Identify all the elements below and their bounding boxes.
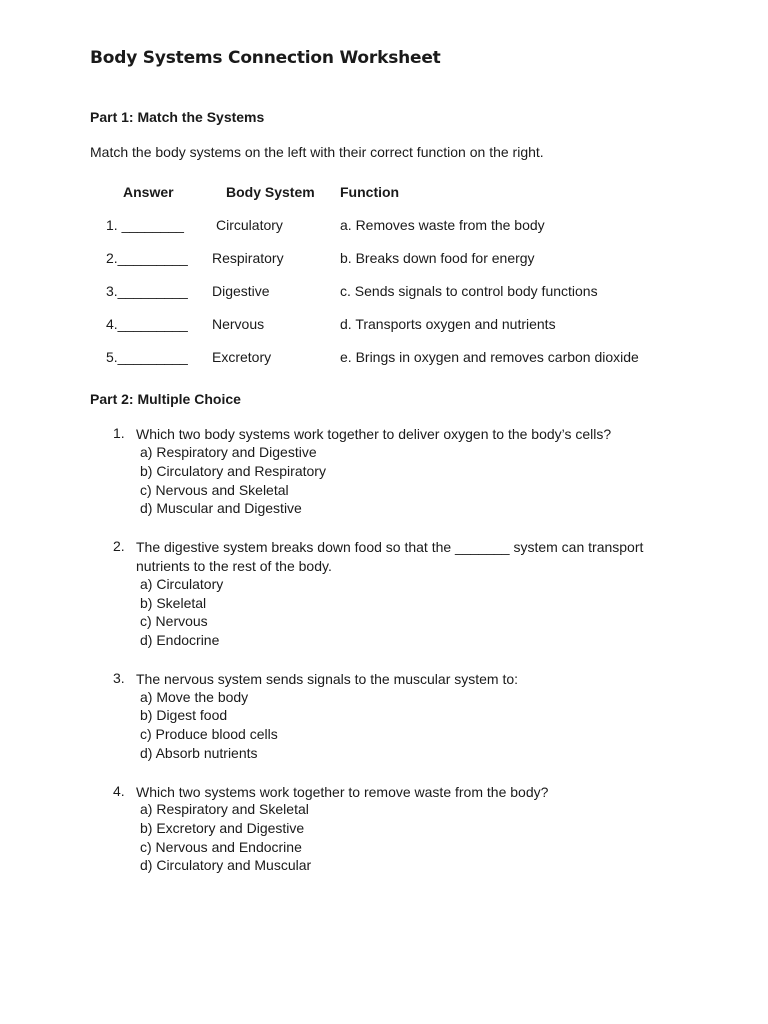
- answer-option[interactable]: d) Muscular and Digestive: [140, 500, 302, 516]
- question-text: Which two systems work together to remove waste from the body?: [136, 784, 549, 800]
- answer-option[interactable]: b) Circulatory and Respiratory: [140, 463, 326, 479]
- answer-blank[interactable]: 3._________: [106, 283, 188, 299]
- system-cell: Circulatory: [216, 217, 283, 233]
- answer-option[interactable]: a) Respiratory and Skeletal: [140, 801, 309, 817]
- system-cell: Excretory: [212, 349, 272, 365]
- system-cell: Respiratory: [212, 250, 284, 266]
- answer-option[interactable]: d) Circulatory and Muscular: [140, 857, 312, 873]
- function-cell: c. Sends signals to control body functions: [340, 283, 598, 299]
- answer-blank[interactable]: 4._________: [106, 316, 188, 332]
- answer-option[interactable]: a) Circulatory: [140, 576, 224, 592]
- answer-option[interactable]: c) Nervous and Skeletal: [140, 482, 289, 498]
- answer-option[interactable]: a) Respiratory and Digestive: [140, 444, 317, 460]
- answer-column-header: Answer: [123, 184, 174, 200]
- part2-heading: Part 2: Multiple Choice: [90, 391, 241, 407]
- answer-option[interactable]: d) Endocrine: [140, 632, 220, 648]
- answer-blank[interactable]: 1. ________: [106, 217, 184, 233]
- function-cell: b. Breaks down food for energy: [340, 250, 535, 266]
- part1-instructions: Match the body systems on the left with their correct function on the right.: [90, 144, 544, 160]
- answer-option[interactable]: c) Nervous: [140, 613, 208, 629]
- question-number: 2.: [113, 538, 125, 554]
- question-text: The nervous system sends signals to the muscular system to:: [136, 671, 519, 687]
- question-text: The digestive system breaks down food so that the _______ system can transport nutrients to the rest of the body.: [136, 539, 644, 574]
- answer-option[interactable]: c) Produce blood cells: [140, 726, 278, 742]
- system-cell: Nervous: [212, 316, 265, 332]
- answer-option[interactable]: b) Digest food: [140, 707, 228, 723]
- answer-option[interactable]: b) Excretory and Digestive: [140, 820, 305, 836]
- function-cell: e. Brings in oxygen and removes carbon dioxide: [340, 349, 639, 365]
- answer-option[interactable]: b) Skeletal: [140, 595, 207, 611]
- question-text: Which two body systems work together to deliver oxygen to the body’s cells?: [136, 426, 612, 442]
- function-column-header: Function: [340, 184, 400, 200]
- answer-option[interactable]: d) Absorb nutrients: [140, 745, 258, 761]
- function-cell: a. Removes waste from the body: [340, 217, 545, 233]
- question-number: 4.: [113, 783, 125, 799]
- page-title: Body Systems Connection Worksheet: [90, 48, 441, 68]
- question-number: 3.: [113, 670, 125, 686]
- function-cell: d. Transports oxygen and nutrients: [340, 316, 556, 332]
- question-number: 1.: [113, 425, 125, 441]
- answer-option[interactable]: c) Nervous and Endocrine: [140, 839, 302, 855]
- system-cell: Digestive: [212, 283, 270, 299]
- answer-blank[interactable]: 2._________: [106, 250, 188, 266]
- answer-option[interactable]: a) Move the body: [140, 689, 249, 705]
- system-column-header: Body System: [226, 184, 315, 200]
- answer-blank[interactable]: 5._________: [106, 349, 188, 365]
- part1-heading: Part 1: Match the Systems: [90, 109, 265, 125]
